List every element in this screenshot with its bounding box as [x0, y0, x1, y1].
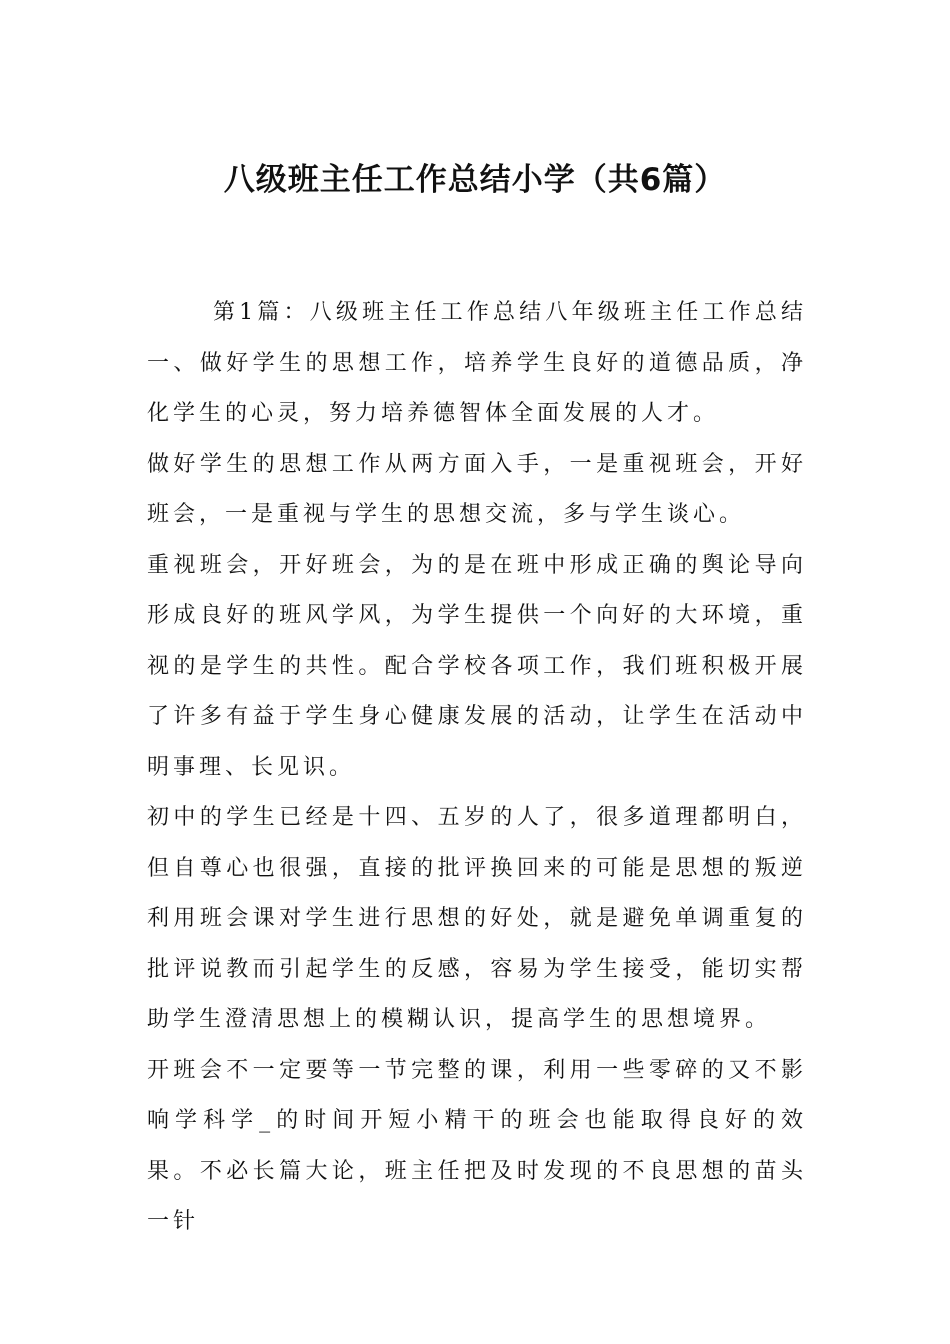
paragraph: 第1篇：八级班主任工作总结八年级班主任工作总结一、做好学生的思想工作，培养学生良好的道德品质，净化学生的心灵，努力培养德智体全面发展的人才。 [147, 300, 807, 426]
paragraph: 初中的学生已经是十四、五岁的人了，很多道理都明白，但自尊心也很强，直接的批评换回来的可能是思想的叛逆利用班会课对学生进行思想的好处，就是避免单调重复的批评说教而引起学生的反感，容易为学生接受，能切实帮助学生澄清思想上的模糊认识，提高学生的思想境界。 [147, 805, 807, 1032]
paragraph: 做好学生的思想工作从两方面入手，一是重视班会，开好班会，一是重视与学生的思想交流，多与学生谈心。 [147, 451, 807, 527]
paragraph: 开班会不一定要等一节完整的课，利用一些零碎的又不影响学科学_的时间开短小精干的班会也能取得良好的效果。不必长篇大论，班主任把及时发现的不良思想的苗头一针 [147, 1057, 807, 1234]
document-body [147, 288, 807, 1248]
paragraph: 重视班会，开好班会，为的是在班中形成正确的舆论导向形成良好的班风学风，为学生提供一个向好的大环境，重视的是学生的共性。配合学校各项工作，我们班积极开展了许多有益于学生身心健康发展的活动，让学生在活动中明事理、长见识。 [147, 552, 807, 780]
document-title: 八级班主任工作总结小学（共6篇） [223, 162, 727, 198]
